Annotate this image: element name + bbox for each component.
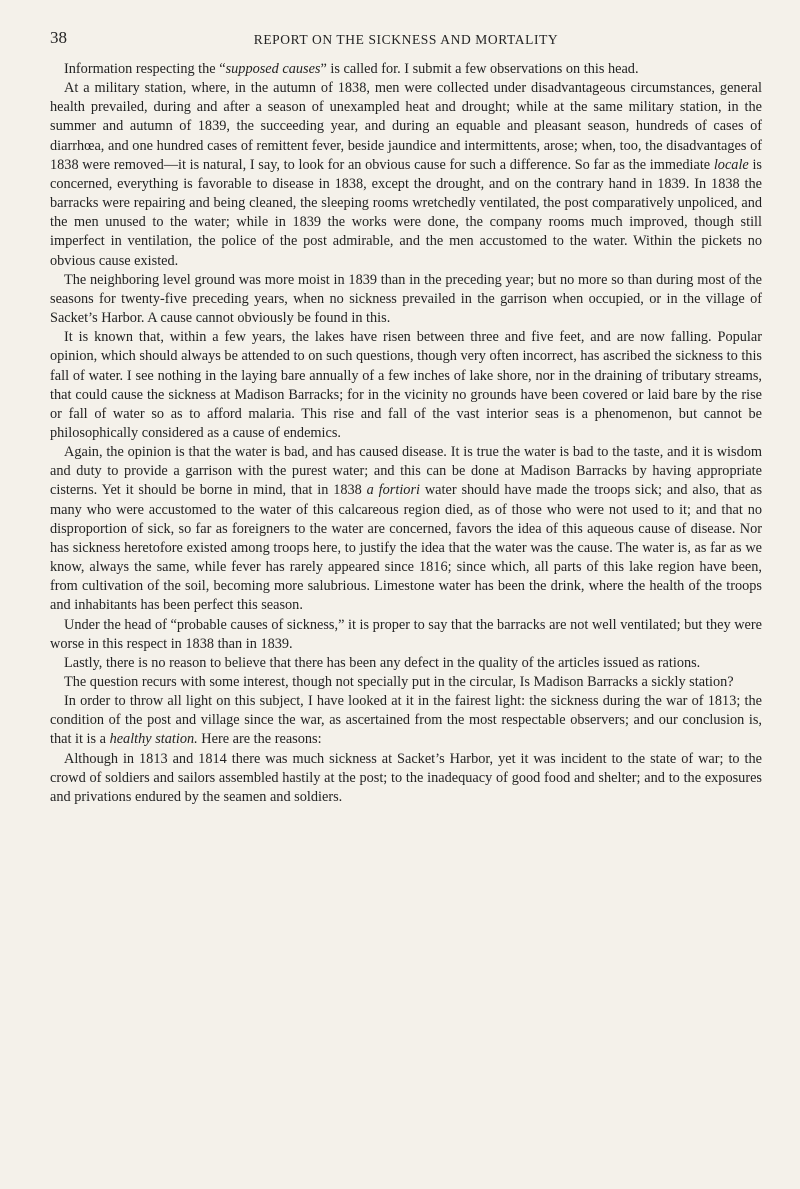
paragraph: The neighboring level ground was more moist in 1839 than in the preceding year; but no more so than during most of the seasons for twenty-five preceding years, when no sickness prevailed in the garrison when occupied, or in the village of Sacket’s Harbor. A cause cannot obviously be found in this. (50, 271, 762, 327)
running-title: REPORT ON THE SICKNESS AND MORTALITY (253, 32, 559, 47)
document-page (50, 28, 762, 807)
paragraph: In order to throw all light on this subject, I have looked at it in the fairest light: the sickness during the war of 1813; the condition of the post and village since the war, as ascertained from the most respectable observers; and our conclusion is, that it is a healthy station. Here are the reasons: (50, 693, 762, 748)
paragraph: Under the head of “probable causes of sickness,” it is proper to say that the barracks are not well ventilated; but they were worse in this respect in 1838 than in 1839. (50, 616, 762, 652)
paragraph: Information respecting the “supposed causes” is called for. I submit a few observations on this head. (64, 61, 639, 77)
paragraph: It is known that, within a few years, the lakes have risen between three and five feet, and are now falling. Popular opinion, which should always be attended to on such questions, though very often incorrect, has ascribed the sickness to this fall of water. I see nothing in the laying bare annually of a few inches of lake shore, nor in the draining of tributary streams, that could cause the sickness at Madison Barracks; for in the vicinity no grounds have been covered or laid bare by the rise or fall of water so as to afford malaria. This rise and fall of the vast interior seas is a phenomenon, but cannot be philosophically considered as a cause of endemics. (50, 329, 762, 441)
paragraph: The question recurs with some interest, though not specially put in the circular, Is Madison Barracks a sickly station? (64, 674, 734, 690)
document-body (50, 60, 762, 807)
paragraph: Again, the opinion is that the water is bad, and has caused disease. It is true the water is bad to the taste, and it is wisdom and duty to provide a garrison with the purest water; and this can be done at Madison Barracks by having appropriate cisterns. Yet it should be borne in mind, that in 1838 a fortiori water should have made the troops sick; and also, that as many who were accustomed to the water of this calcareous region died, as of those who were not used to it; and that no disproportion of sick, so far as foreigners to the water are concerned, favors the idea of this aqueous cause of disease. Nor has sickness heretofore existed among troops here, to justify the idea that the water was the cause. The water is, as far as we know, always the same, while fever has rarely appeared since 1816; since which, all parts of this lake region have been, from cultivation of the soil, becoming more salubrious. Limestone water has been the drink, where the health of the troops and inhabitants has been perfect this season. (50, 444, 763, 614)
page-header (50, 28, 762, 54)
page-number: 38 (50, 28, 67, 47)
paragraph: At a military station, where, in the autumn of 1838, men were collected under disadvantageous circumstances, general health prevailed, during and after a season of unexampled heat and drought; while at the same military station, in the summer and autumn of 1839, the succeeding year, and during an equable and pleasant season, hundreds of cases of diarrhœa, and one hundred cases of remittent fever, beside jaundice and intermittents, arose; when, too, the disadvantages of 1838 were removed—it is natural, I say, to look for an obvious cause for such a difference. So far as the immediate locale is concerned, everything is favorable to disease in 1838, except the drought, and on the contrary hand in 1839. In 1838 the barracks were repairing and being cleaned, the sleeping rooms wretchedly ventilated, the post comparatively unpoliced, and the men unused to the water; while in 1839 the works were done, the company rooms much improved, though still imperfect in ventilation, the police of the post admirable, and the men accustomed to the water. Within the pickets no obvious cause existed. (50, 80, 762, 269)
paragraph: Although in 1813 and 1814 there was much sickness at Sacket’s Harbor, yet it was incident to the state of war; to the crowd of soldiers and sailors assembled hastily at the post; to the inadequacy of good food and shelter; and to the exposures and privations endured by the seamen and soldiers. (50, 750, 762, 805)
paragraph: Lastly, there is no reason to believe that there has been any defect in the quality of the articles issued as rations. (64, 654, 701, 671)
